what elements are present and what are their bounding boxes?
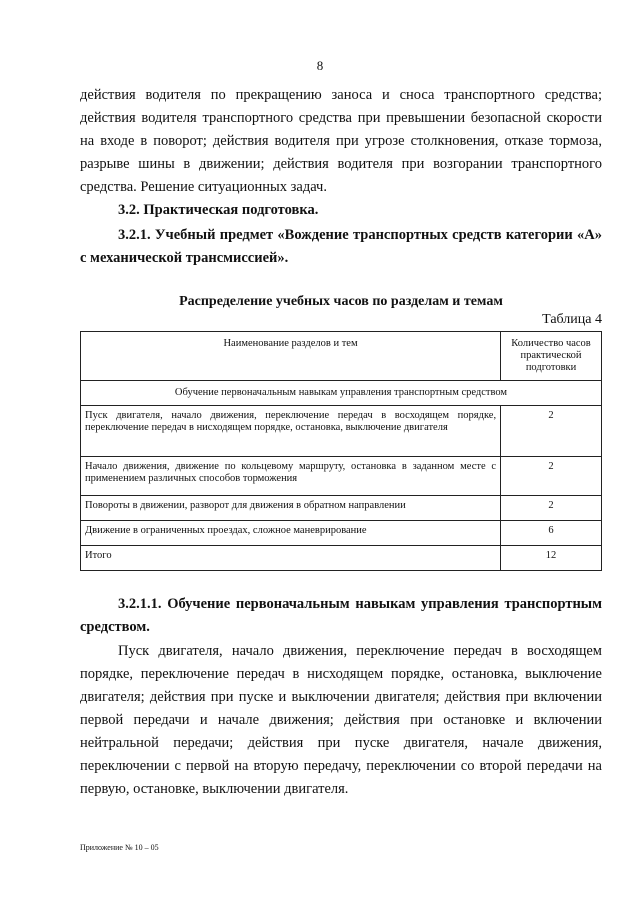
topic-hours: 2 — [501, 457, 602, 496]
topic-name: Движение в ограниченных проездах, сложное маневрирование — [81, 521, 501, 546]
table-section-row — [81, 381, 602, 406]
table-row — [81, 406, 602, 457]
topic-hours: 2 — [501, 406, 602, 457]
topic-hours: 2 — [501, 496, 602, 521]
heading-subject: 3.2.1. Учебный предмет «Вождение транспортных средств категории «А» с механической трансмиссией». — [80, 227, 602, 266]
topic-name: Пуск двигателя, начало движения, переключение передач в восходящем порядке, переключение передач в нисходящем порядке, остановка, выключение двигателя — [81, 406, 501, 457]
hours-table — [80, 331, 602, 571]
table-row — [81, 521, 602, 546]
body-paragraph: Пуск двигателя, начало движения, переключение передач в восходящем порядке, переключение передач в нисходящем порядке, остановка, выключение двигателя; действия при пуске и выключении двигателя; действия при включении первой передачи и начале движения; действия при остановке и включении нейтральной передачи; действия при пуске двигателя, начале движения, переключении с первой на вторую передачу, переключении со второй передачи на первую, остановке, выключении двигателя. — [80, 643, 602, 797]
page-number: 8 — [316, 58, 324, 73]
table-total-row — [81, 546, 602, 571]
total-hours: 12 — [501, 546, 602, 571]
section-title: Обучение первоначальным навыкам управления транспортным средством — [81, 381, 602, 406]
table-label: Таблица 4 — [542, 312, 602, 327]
footer: Приложение № 10 – 05 — [80, 843, 159, 852]
col-hours-header: Количество часов практической подготовки — [501, 332, 602, 381]
table-row — [81, 457, 602, 496]
heading-initial-skills: 3.2.1.1. Обучение первоначальным навыкам управления транспортным средством. — [80, 596, 602, 635]
table-row — [81, 496, 602, 521]
heading-practical-training: 3.2. Практическая подготовка. — [118, 202, 319, 218]
total-label: Итого — [81, 546, 501, 571]
intro-paragraph: действия водителя по прекращению заноса и сноса транспортного средства; действия водителя транспортного средства при превышении безопасной скорости на входе в поворот; действия водителя при угрозе столкновения, отказе тормоза, разрыве шины в движении; действия водителя при возгорании транспортного средства. Решение ситуационных задач. — [80, 87, 602, 195]
table-header-row — [81, 332, 602, 381]
col-name-header: Наименование разделов и тем — [81, 332, 501, 381]
table-title: Распределение учебных часов по разделам и темам — [179, 294, 503, 309]
topic-hours: 6 — [501, 521, 602, 546]
topic-name: Повороты в движении, разворот для движения в обратном направлении — [81, 496, 501, 521]
topic-name: Начало движения, движение по кольцевому маршруту, остановка в заданном месте с применением различных способов торможения — [81, 457, 501, 496]
